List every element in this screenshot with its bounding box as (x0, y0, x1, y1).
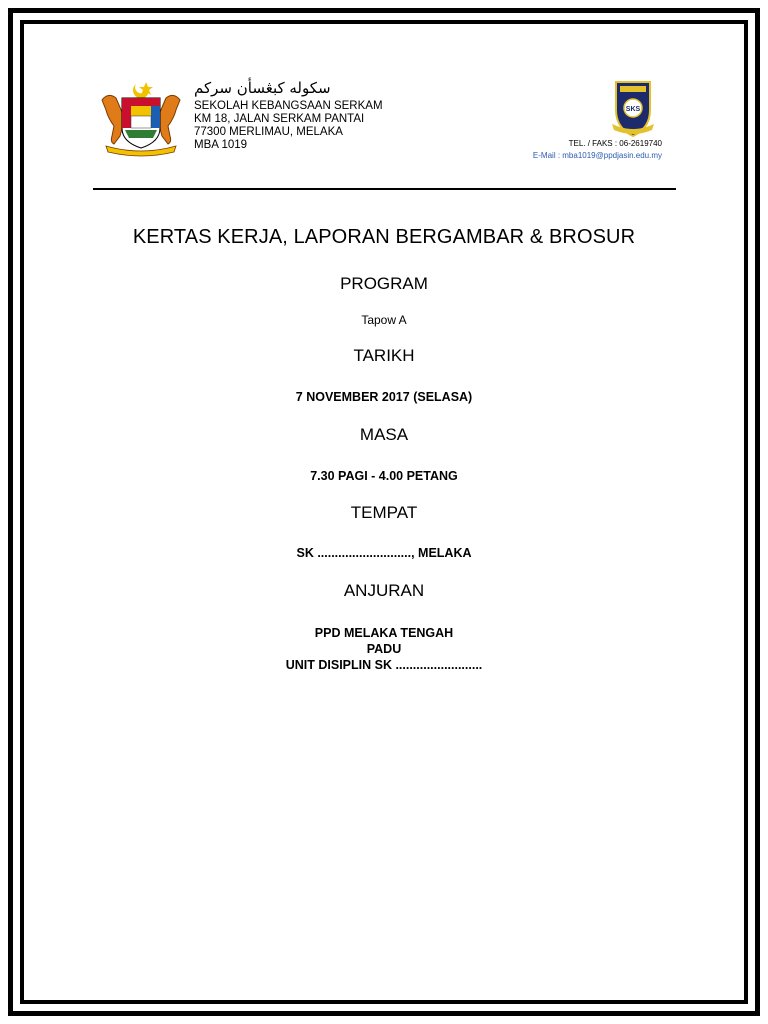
organizer-heading: ANJURAN (343, 581, 425, 600)
venue-value: SK ..........................., MELAKA (296, 546, 472, 560)
school-name-jawi: سکوله کبڠسأن سرکم (194, 79, 331, 97)
program-heading: PROGRAM (340, 274, 428, 293)
program-value: Tapow A (361, 313, 407, 327)
organizer-line-1: PPD MELAKA TENGAH (314, 626, 454, 640)
document-title: KERTAS KERJA, LAPORAN BERGAMBAR & BROSUR (132, 226, 636, 248)
school-badge-icon (608, 78, 658, 138)
date-heading: TARIKH (353, 346, 415, 365)
organizer-line-3: UNIT DISIPLIN SK ......................... (285, 658, 483, 672)
time-heading: MASA (359, 425, 409, 444)
address-line-2: 77300 MERLIMAU, MELAKA (194, 126, 343, 138)
phone-fax: TEL. / FAKS : 06-2619740 (568, 139, 662, 148)
school-letterhead (194, 78, 383, 152)
coat-of-arms-icon (96, 80, 186, 160)
svg-text:SKS: SKS (625, 106, 641, 113)
email-address: E-Mail : mba1019@ppdjasin.edu.my (532, 151, 662, 160)
date-value: 7 NOVEMBER 2017 (SELASA) (295, 390, 473, 404)
organizer-list (0, 625, 768, 673)
contact-info (533, 138, 662, 162)
school-name: SEKOLAH KEBANGSAAN SERKAM (194, 100, 383, 112)
organizer-line-2: PADU (366, 642, 402, 656)
address-line-1: KM 18, JALAN SERKAM PANTAI (194, 113, 365, 125)
header-divider (93, 188, 676, 190)
time-value: 7.30 PAGI - 4.00 PETANG (310, 469, 458, 483)
school-code: MBA 1019 (194, 139, 248, 151)
venue-heading: TEMPAT (350, 503, 418, 522)
